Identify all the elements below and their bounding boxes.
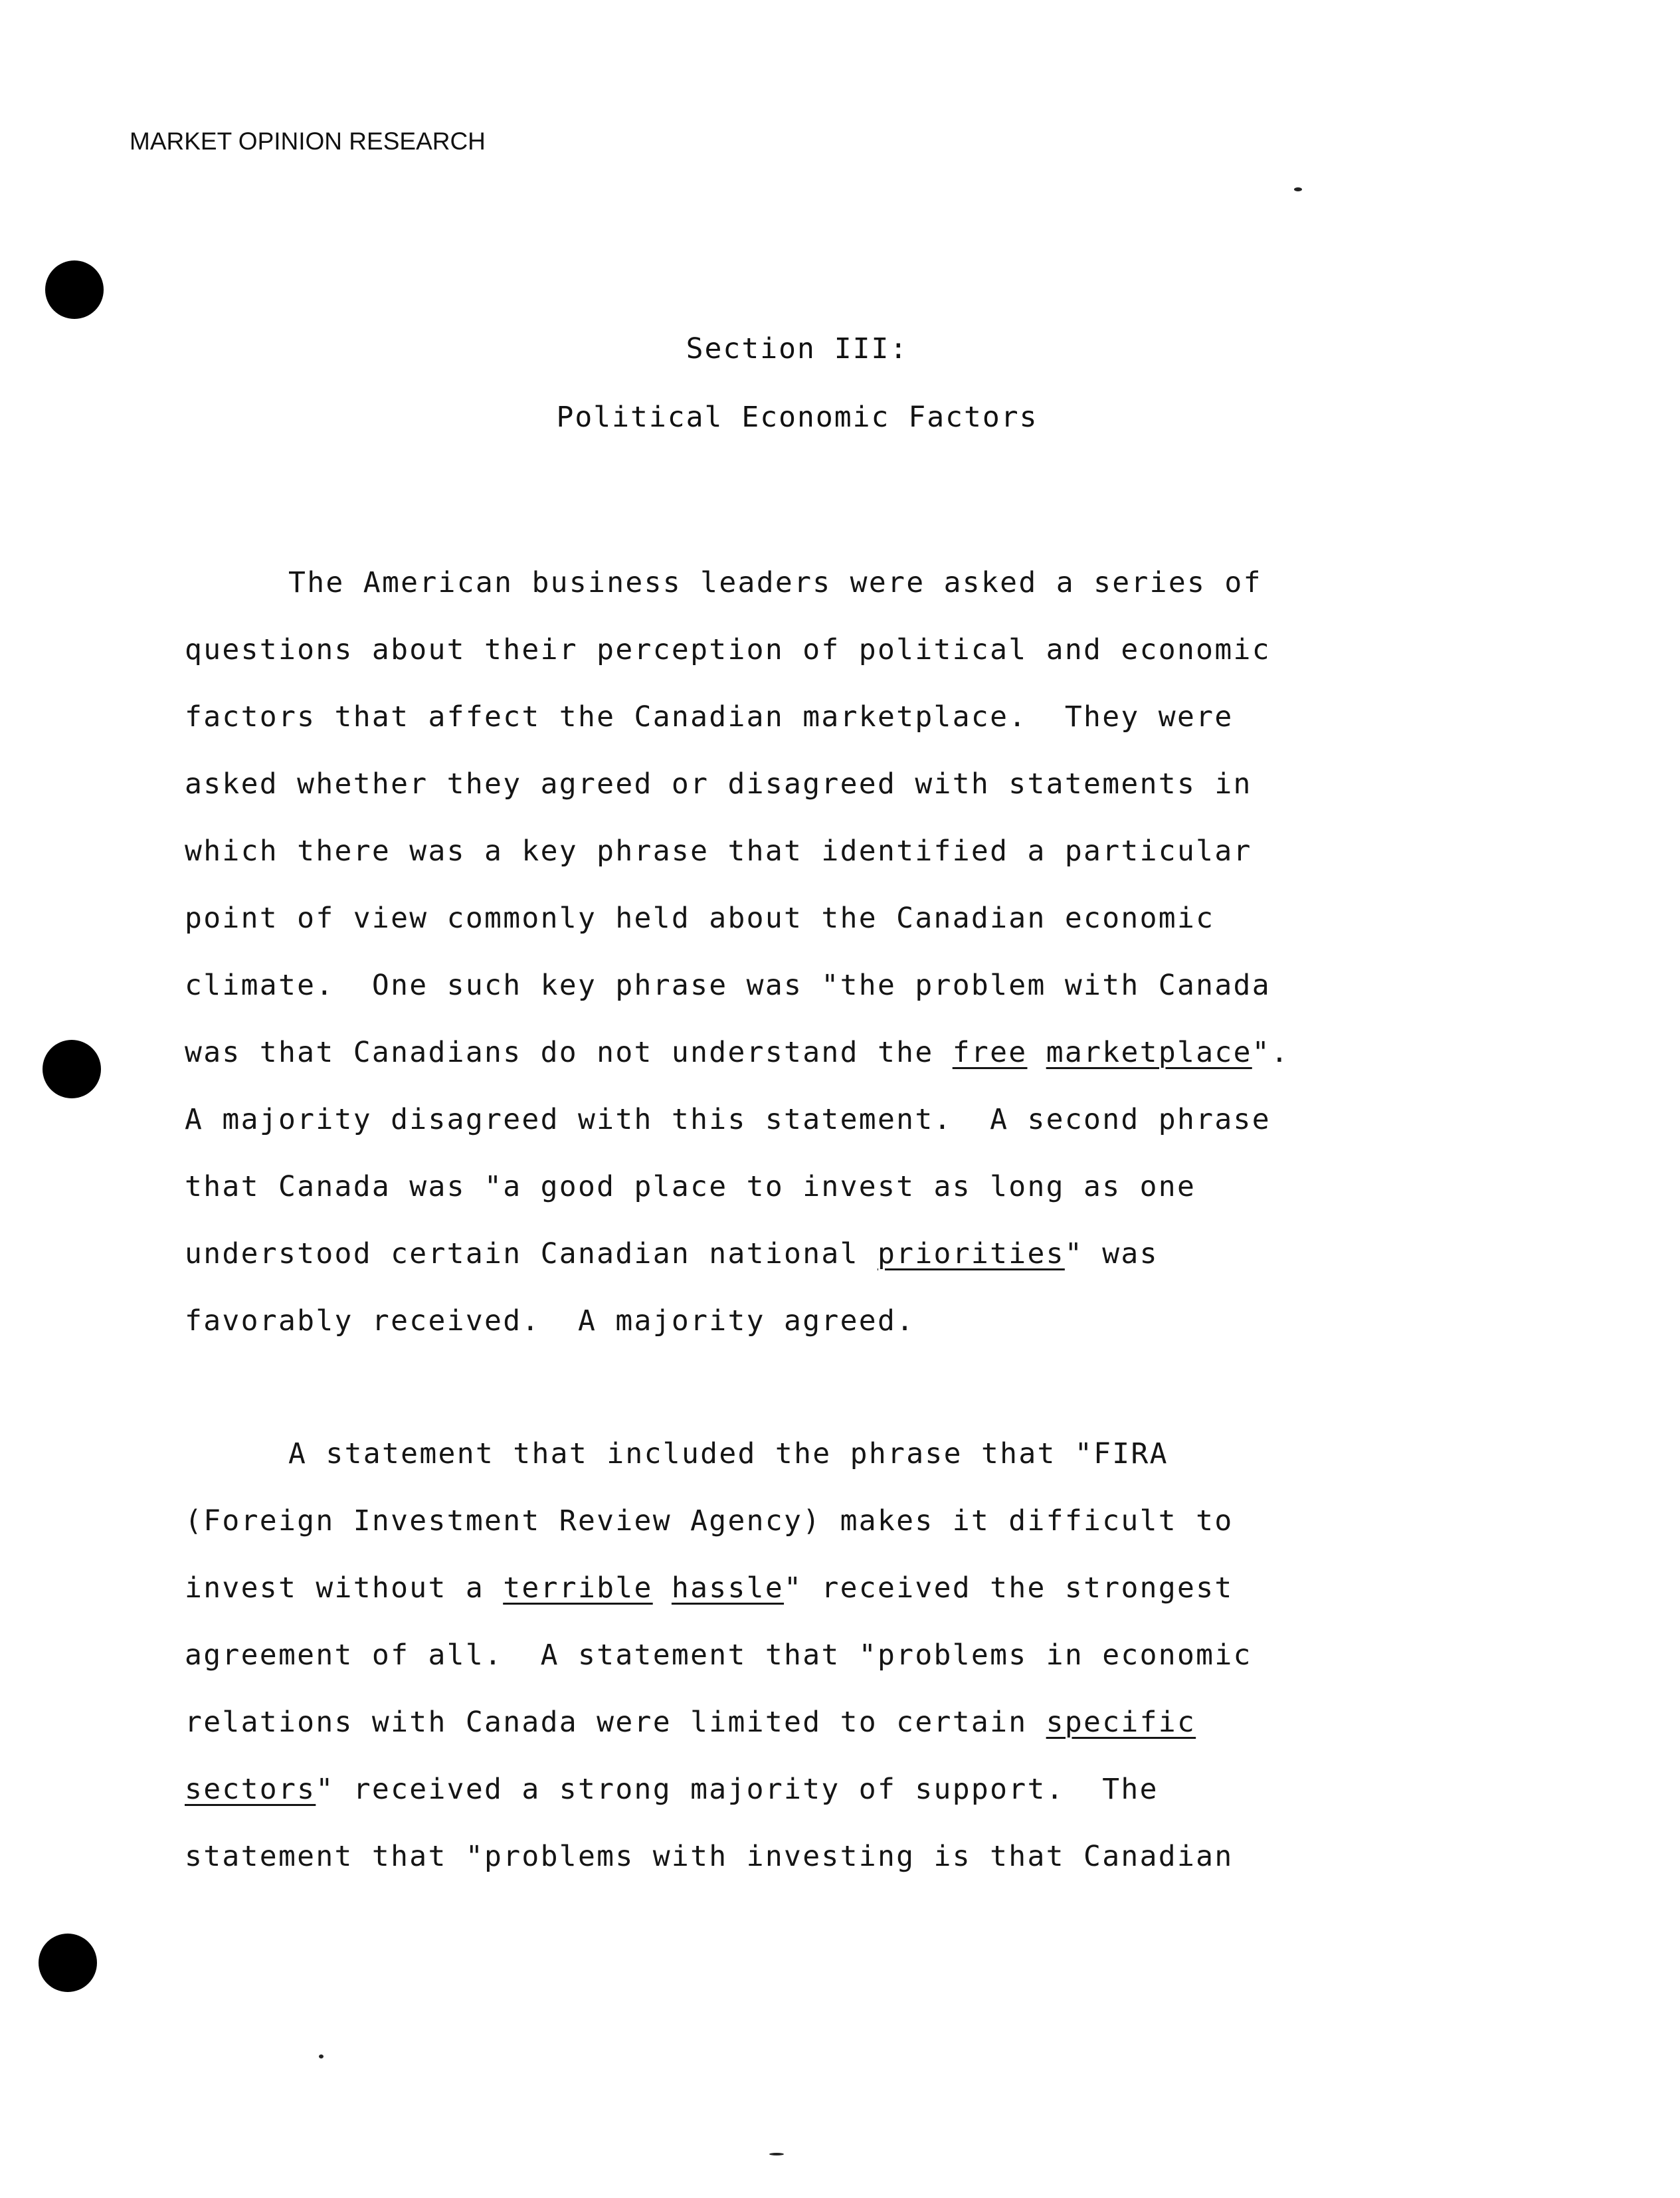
paragraph-1-line: which there was a key phrase that identified a particular — [185, 835, 1252, 868]
paragraph-1-line: asked whether they agreed or disagreed with statements in — [185, 767, 1252, 801]
punch-hole-top — [45, 260, 104, 319]
line-text — [653, 1571, 672, 1605]
paragraph-2-line: statement that "problems with investing is that Canadian — [185, 1840, 1234, 1873]
scan-speck — [319, 2054, 324, 2058]
paragraph-1-line: favorably received. A majority agreed. — [185, 1304, 915, 1338]
underlined-term: priorities — [877, 1237, 1065, 1270]
scan-speck — [769, 2153, 784, 2155]
paragraph-1-line: that Canada was "a good place to invest as long as one — [185, 1170, 1196, 1203]
punch-hole-bottom — [39, 1934, 97, 1992]
paragraph-1-line: point of view commonly held about the Canadian economic — [185, 902, 1215, 935]
underlined-term: marketplace — [1046, 1036, 1252, 1069]
line-text: relations with Canada were limited to certain — [185, 1706, 1046, 1739]
paragraph-1-line: questions about their perception of political and economic — [185, 633, 1271, 666]
paragraph-2-line: (Foreign Investment Review Agency) makes it difficult to — [185, 1504, 1234, 1538]
line-text: ". — [1252, 1036, 1290, 1069]
underlined-term: specific — [1046, 1706, 1196, 1739]
paragraph-2-line: agreement of all. A statement that "problems in economic — [185, 1639, 1252, 1672]
paragraph-2-line — [185, 1571, 1234, 1605]
line-text: invest without a — [185, 1571, 504, 1605]
underlined-term: hassle — [671, 1571, 785, 1605]
line-text: " received a strong majority of support. The — [316, 1773, 1159, 1806]
scan-speck — [1294, 187, 1302, 191]
paragraph-2-line — [185, 1775, 1159, 1804]
underlined-term: free — [952, 1036, 1028, 1069]
line-text: " received the strongest — [784, 1571, 1234, 1605]
paragraph-2-line — [185, 1708, 1196, 1737]
underlined-term: terrible — [503, 1571, 653, 1605]
section-title: Political Economic Factors — [556, 401, 1038, 434]
paragraph-1-line — [185, 1036, 1290, 1069]
section-number: Section III: — [686, 332, 909, 365]
organization-header: MARKET OPINION RESEARCH — [130, 128, 486, 155]
paragraph-1-line: The American business leaders were asked a series of — [288, 566, 1262, 599]
line-text: was that Canadians do not understand the — [185, 1036, 953, 1069]
paragraph-2-line: A statement that included the phrase that "FIRA — [288, 1437, 1168, 1470]
line-text: " was — [1064, 1237, 1159, 1270]
paragraph-1-line: A majority disagreed with this statement. A second phrase — [185, 1103, 1271, 1136]
paragraph-1-line — [185, 1237, 1159, 1270]
paragraph-1-line: climate. One such key phrase was "the problem with Canada — [185, 969, 1271, 1002]
underlined-term: sectors — [185, 1773, 316, 1806]
line-text: understood certain Canadian national — [185, 1237, 878, 1270]
line-text — [1027, 1036, 1046, 1069]
paragraph-1-line: factors that affect the Canadian marketplace. They were — [185, 700, 1234, 734]
punch-hole-middle — [43, 1040, 101, 1098]
